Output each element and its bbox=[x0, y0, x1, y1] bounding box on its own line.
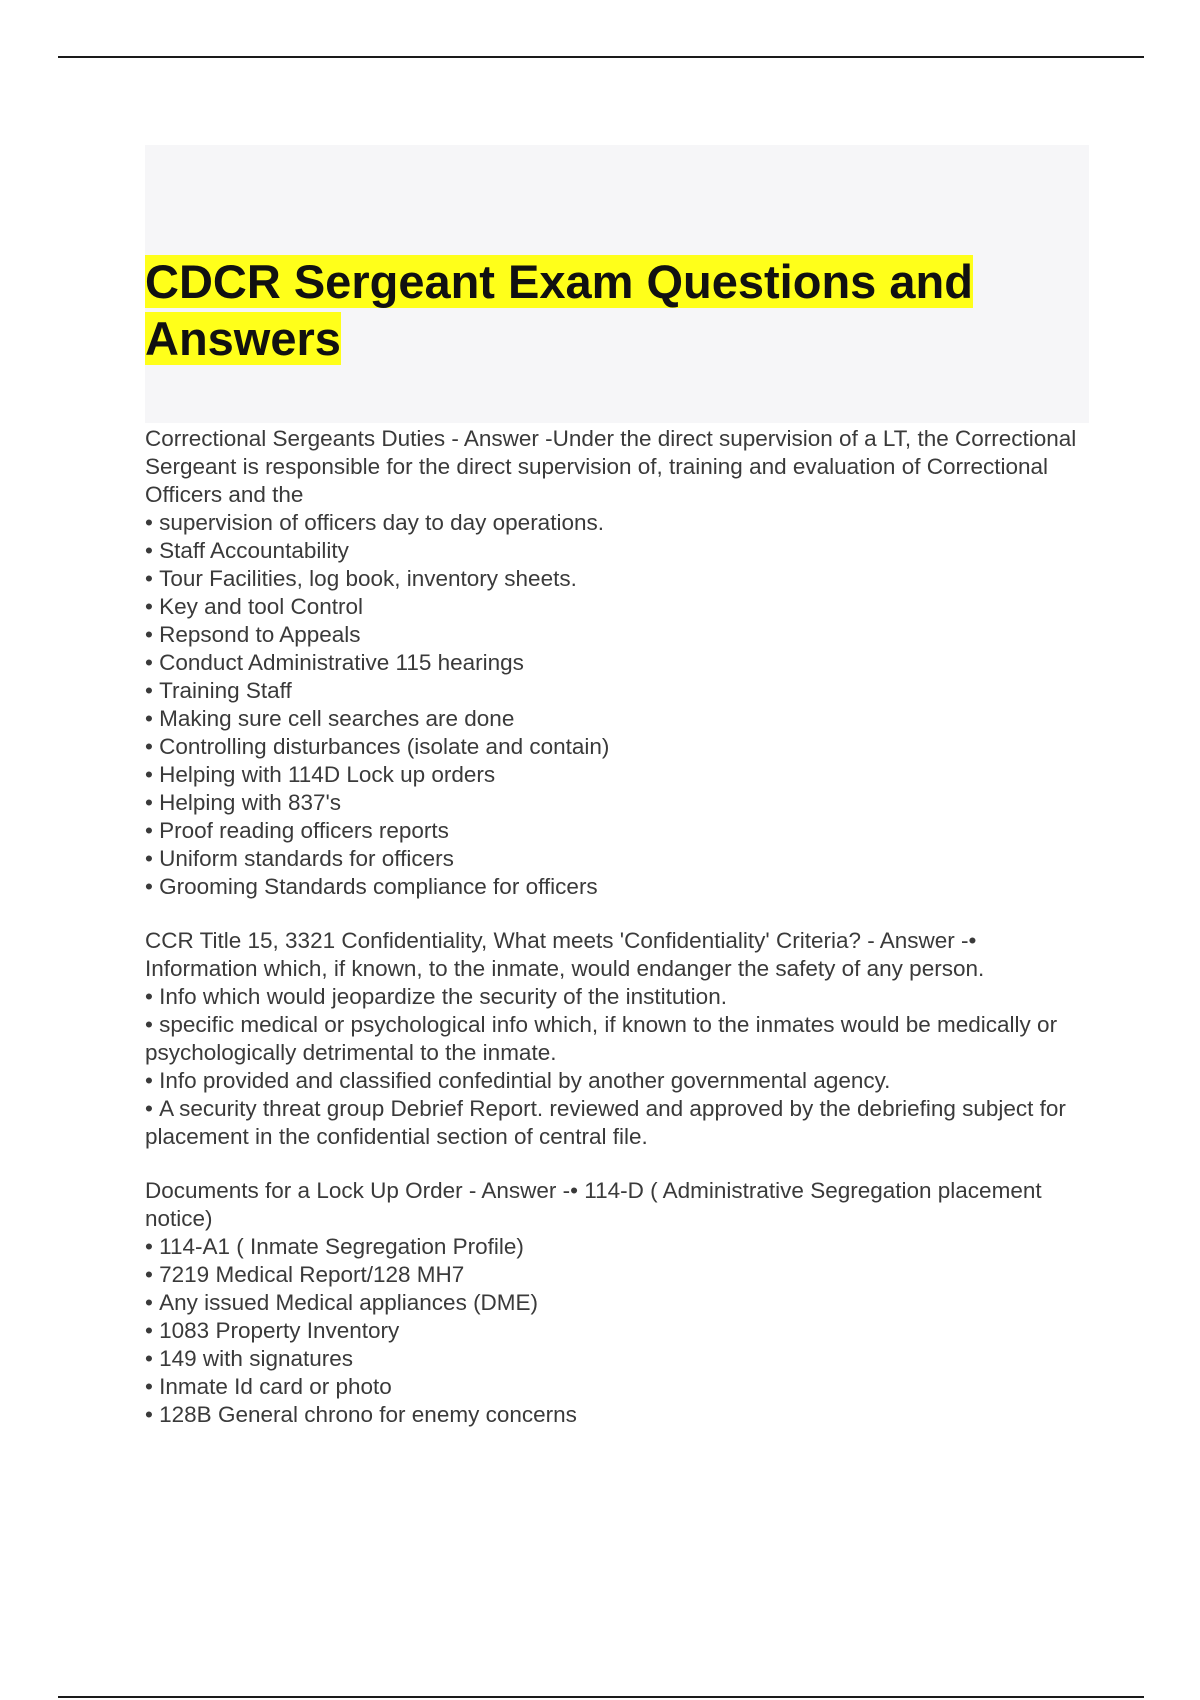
qa-item bbox=[145, 425, 1085, 901]
answer-bullet-list bbox=[145, 983, 1085, 1151]
list-item: • Controlling disturbances (isolate and contain) bbox=[145, 733, 1085, 761]
qa-question-answer: Documents for a Lock Up Order - Answer -• 114-D ( Administrative Segregation placement notice) bbox=[145, 1178, 1042, 1231]
list-item: • 114-A1 ( Inmate Segregation Profile) bbox=[145, 1233, 1085, 1261]
list-item: • Training Staff bbox=[145, 677, 1085, 705]
list-item: • specific medical or psychological info which, if known to the inmates would be medically or psychologically detrimental to the inmate. bbox=[145, 1011, 1085, 1067]
qa-question-answer: CCR Title 15, 3321 Confidentiality, What meets 'Confidentiality' Criteria? - Answer -• Information which, if known, to the inmate, would endanger the safety of any person. bbox=[145, 928, 985, 981]
list-item: • Helping with 114D Lock up orders bbox=[145, 761, 1085, 789]
list-item: • 1083 Property Inventory bbox=[145, 1317, 1085, 1345]
answer-bullet-list bbox=[145, 1233, 1085, 1429]
document-title bbox=[145, 253, 1089, 367]
list-item: • Grooming Standards compliance for officers bbox=[145, 873, 1085, 901]
title-highlight: CDCR Sergeant Exam Questions and Answers bbox=[145, 255, 973, 365]
list-item: • A security threat group Debrief Report. reviewed and approved by the debriefing subject for placement in the confidential section of central file. bbox=[145, 1095, 1085, 1151]
list-item: • Uniform standards for officers bbox=[145, 845, 1085, 873]
qa-question-answer: Correctional Sergeants Duties - Answer -Under the direct supervision of a LT, the Correctional Sergeant is responsible for the direct supervision of, training and evaluation of Correctional Officers and the bbox=[145, 426, 1077, 507]
list-item: • 128B General chrono for enemy concerns bbox=[145, 1401, 1085, 1429]
list-item: • 149 with signatures bbox=[145, 1345, 1085, 1373]
qa-item bbox=[145, 927, 1085, 1151]
list-item: • Repsond to Appeals bbox=[145, 621, 1085, 649]
answer-bullet-list bbox=[145, 509, 1085, 901]
list-item: • 7219 Medical Report/128 MH7 bbox=[145, 1261, 1085, 1289]
list-item: • Any issued Medical appliances (DME) bbox=[145, 1289, 1085, 1317]
list-item: • Tour Facilities, log book, inventory sheets. bbox=[145, 565, 1085, 593]
title-banner bbox=[145, 145, 1089, 423]
document-body bbox=[145, 425, 1085, 1455]
list-item: • Making sure cell searches are done bbox=[145, 705, 1085, 733]
top-divider bbox=[58, 56, 1144, 58]
list-item: • Conduct Administrative 115 hearings bbox=[145, 649, 1085, 677]
qa-item bbox=[145, 1177, 1085, 1429]
list-item: • Proof reading officers reports bbox=[145, 817, 1085, 845]
bottom-divider bbox=[58, 1696, 1144, 1698]
list-item: • Helping with 837's bbox=[145, 789, 1085, 817]
list-item: • Key and tool Control bbox=[145, 593, 1085, 621]
list-item: • Inmate Id card or photo bbox=[145, 1373, 1085, 1401]
list-item: • Info provided and classified confedintial by another governmental agency. bbox=[145, 1067, 1085, 1095]
list-item: • Staff Accountability bbox=[145, 537, 1085, 565]
list-item: • supervision of officers day to day operations. bbox=[145, 509, 1085, 537]
list-item: • Info which would jeopardize the security of the institution. bbox=[145, 983, 1085, 1011]
